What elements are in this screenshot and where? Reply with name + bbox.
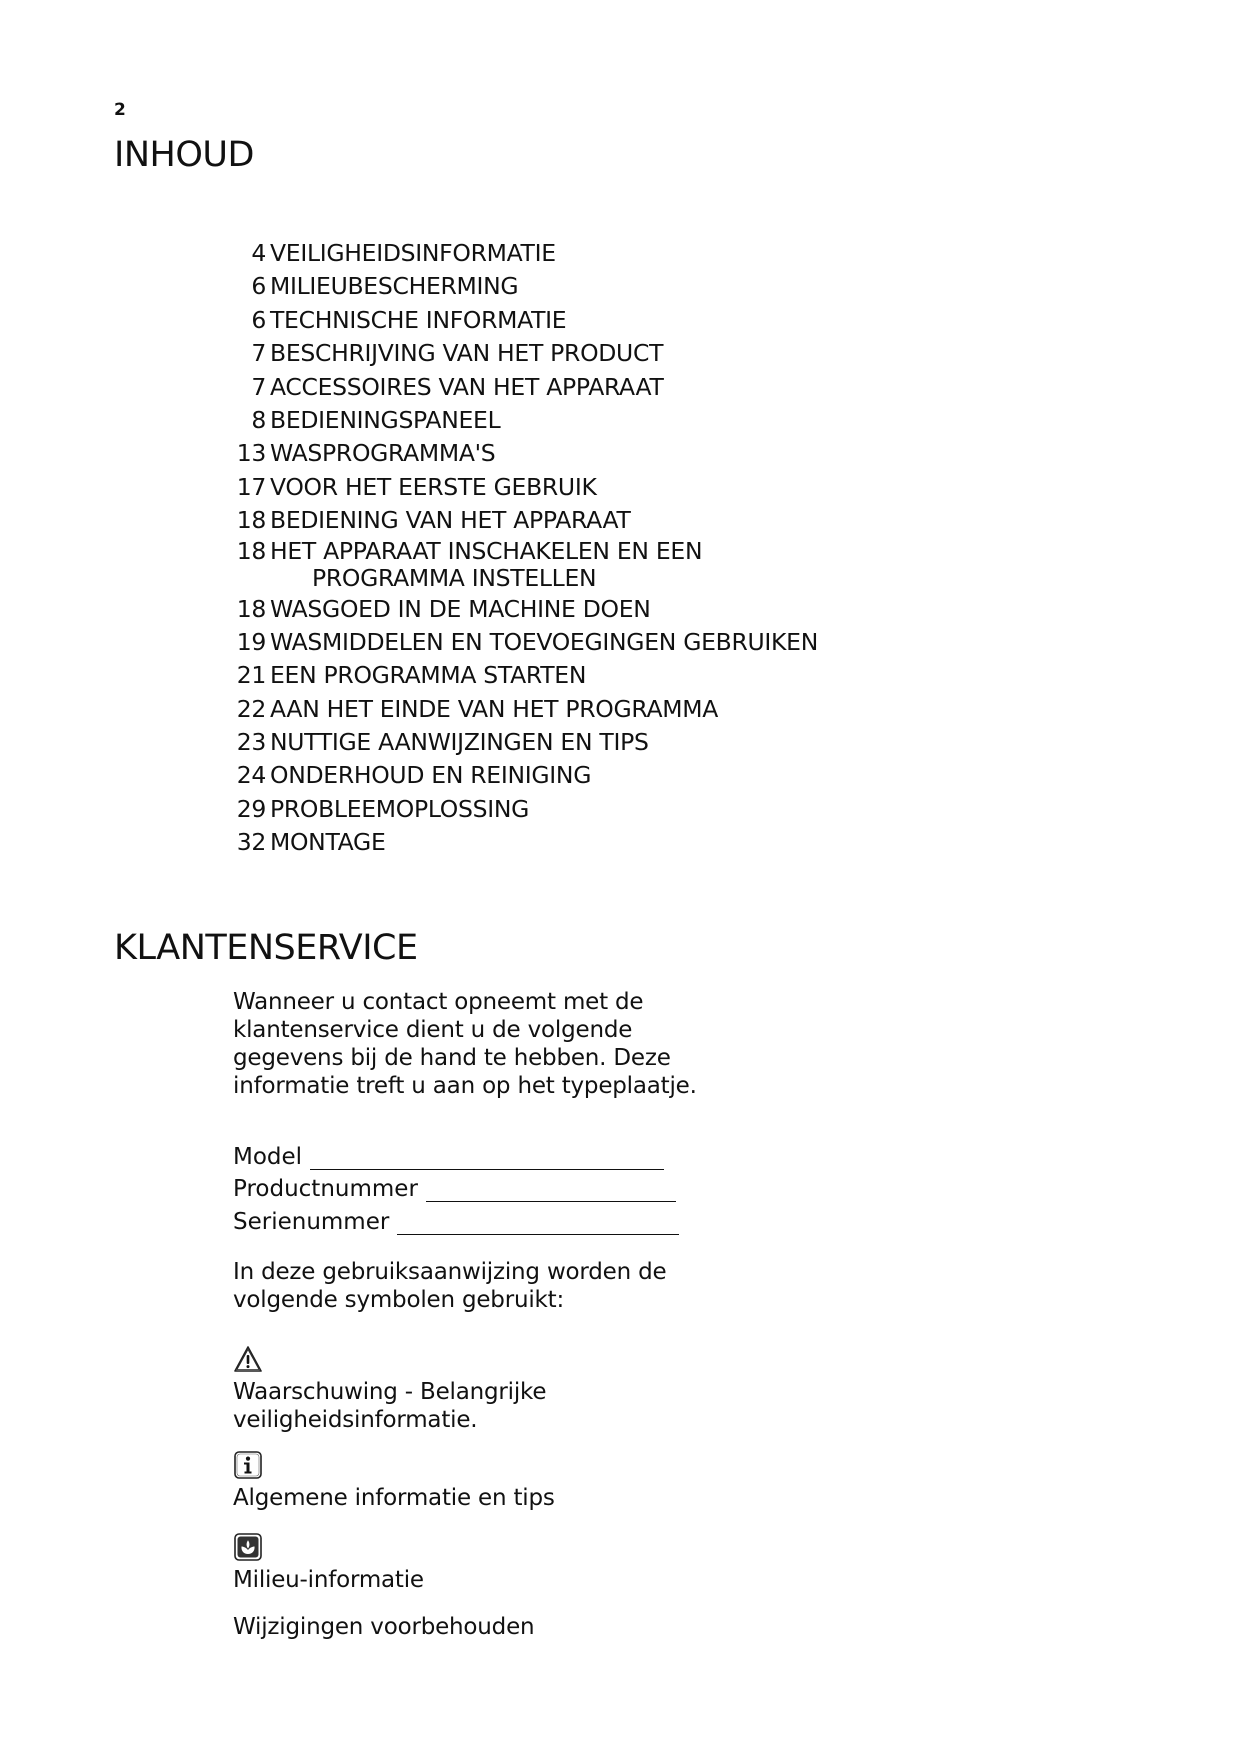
toc-entry[interactable]: [0, 471, 1000, 504]
changes-reserved-note: Wijzigingen voorbehouden: [233, 1614, 535, 1640]
toc-entry-title: WASPROGRAMMA'S: [270, 439, 496, 468]
toc-entry-title: EEN PROGRAMMA STARTEN: [270, 661, 587, 690]
toc-page-number: 6: [251, 272, 266, 301]
toc-entry-title: WASMIDDELEN EN TOEVOEGINGEN GEBRUIKEN: [270, 627, 818, 656]
toc-entry-title: NUTTIGE AANWIJZINGEN EN TIPS: [270, 728, 649, 757]
toc-entry-title: BESCHRIJVING VAN HET PRODUCT: [270, 339, 664, 368]
toc-entry[interactable]: [0, 538, 1000, 593]
toc-entry[interactable]: [0, 693, 1000, 726]
serienummer-label: Serienummer: [233, 1209, 390, 1235]
toc-entry-title-line: HET APPARAAT INSCHAKELEN EN EEN: [270, 536, 703, 565]
productnummer-blank-line: [426, 1179, 676, 1202]
toc-entry[interactable]: [0, 504, 1000, 537]
environment-symbol-text: Milieu-informatie: [233, 1567, 424, 1593]
serienummer-blank-line: [397, 1212, 679, 1235]
toc-entry[interactable]: [0, 237, 1000, 270]
productnummer-field: [233, 1170, 676, 1202]
model-field: [233, 1138, 664, 1170]
toc-page-number: 7: [251, 339, 266, 368]
toc-page-number: 32: [236, 828, 266, 857]
toc-entry-title: [270, 538, 702, 592]
toc-entry[interactable]: [0, 726, 1000, 759]
toc-page-number: 6: [251, 305, 266, 334]
toc-entry[interactable]: [0, 626, 1000, 659]
symbols-intro: In deze gebruiksaanwijzing worden de volgende symbolen gebruikt:: [233, 1259, 667, 1313]
toc-page-number: 19: [236, 627, 266, 656]
klantenservice-intro: Wanneer u contact opneemt met de klantenservice dient u de volgende gegevens bij de hand te hebben. Deze informatie treft u aan op het typeplaatje.: [233, 989, 697, 1099]
toc-entry-title: TECHNISCHE INFORMATIE: [270, 305, 567, 334]
table-of-contents: [0, 237, 1000, 860]
toc-entry[interactable]: [0, 659, 1000, 692]
toc-entry[interactable]: [0, 371, 1000, 404]
environment-icon: [233, 1532, 263, 1562]
info-icon: [233, 1450, 263, 1480]
toc-entry-title: VEILIGHEIDSINFORMATIE: [270, 239, 556, 267]
toc-page-number: 18: [236, 594, 266, 623]
toc-entry-title: PROBLEEMOPLOSSING: [270, 794, 530, 823]
page-number: 2: [114, 100, 126, 120]
toc-entry-title: MILIEUBESCHERMING: [270, 272, 519, 301]
toc-page-number: 29: [236, 794, 266, 823]
toc-page-number: 18: [236, 506, 266, 535]
toc-entry[interactable]: [0, 270, 1000, 303]
toc-entry-title: VOOR HET EERSTE GEBRUIK: [270, 472, 597, 501]
toc-page-number: 17: [236, 472, 266, 501]
toc-entry-title: AAN HET EINDE VAN HET PROGRAMMA: [270, 694, 718, 723]
toc-title: INHOUD: [114, 135, 254, 175]
model-label: Model: [233, 1144, 303, 1170]
toc-entry-title: BEDIENINGSPANEEL: [270, 405, 501, 434]
toc-entry[interactable]: [0, 304, 1000, 337]
toc-page-number: 4: [251, 239, 266, 267]
toc-page-number: 23: [236, 728, 266, 757]
toc-entry[interactable]: [0, 793, 1000, 826]
toc-entry-title: ACCESSOIRES VAN HET APPARAAT: [270, 372, 664, 401]
toc-entry[interactable]: [0, 826, 1000, 859]
model-blank-line: [310, 1147, 664, 1170]
toc-page-number: 22: [236, 694, 266, 723]
toc-entry-title: MONTAGE: [270, 828, 386, 857]
toc-page-number: 13: [236, 439, 266, 468]
toc-entry[interactable]: [0, 437, 1000, 470]
toc-entry-title-continuation: PROGRAMMA INSTELLEN: [312, 563, 597, 592]
toc-page-number: 7: [251, 372, 266, 401]
toc-page-number: 21: [236, 661, 266, 690]
serienummer-field: [233, 1203, 679, 1235]
toc-entry[interactable]: [0, 404, 1000, 437]
warning-icon: [233, 1344, 263, 1374]
toc-entry-title: WASGOED IN DE MACHINE DOEN: [270, 594, 651, 623]
productnummer-label: Productnummer: [233, 1176, 418, 1202]
toc-entry[interactable]: [0, 337, 1000, 370]
toc-entry-title: ONDERHOUD EN REINIGING: [270, 761, 592, 790]
klantenservice-title: KLANTENSERVICE: [114, 928, 418, 968]
toc-page-number: 8: [251, 405, 266, 434]
toc-page-number: 18: [236, 536, 266, 565]
toc-page-number: 24: [236, 761, 266, 790]
toc-entry[interactable]: [0, 593, 1000, 626]
warning-symbol-text: Waarschuwing - Belangrijke veiligheidsinformatie.: [233, 1379, 547, 1433]
info-symbol-text: Algemene informatie en tips: [233, 1485, 555, 1511]
toc-entry[interactable]: [0, 759, 1000, 792]
toc-entry-title: BEDIENING VAN HET APPARAAT: [270, 506, 631, 535]
